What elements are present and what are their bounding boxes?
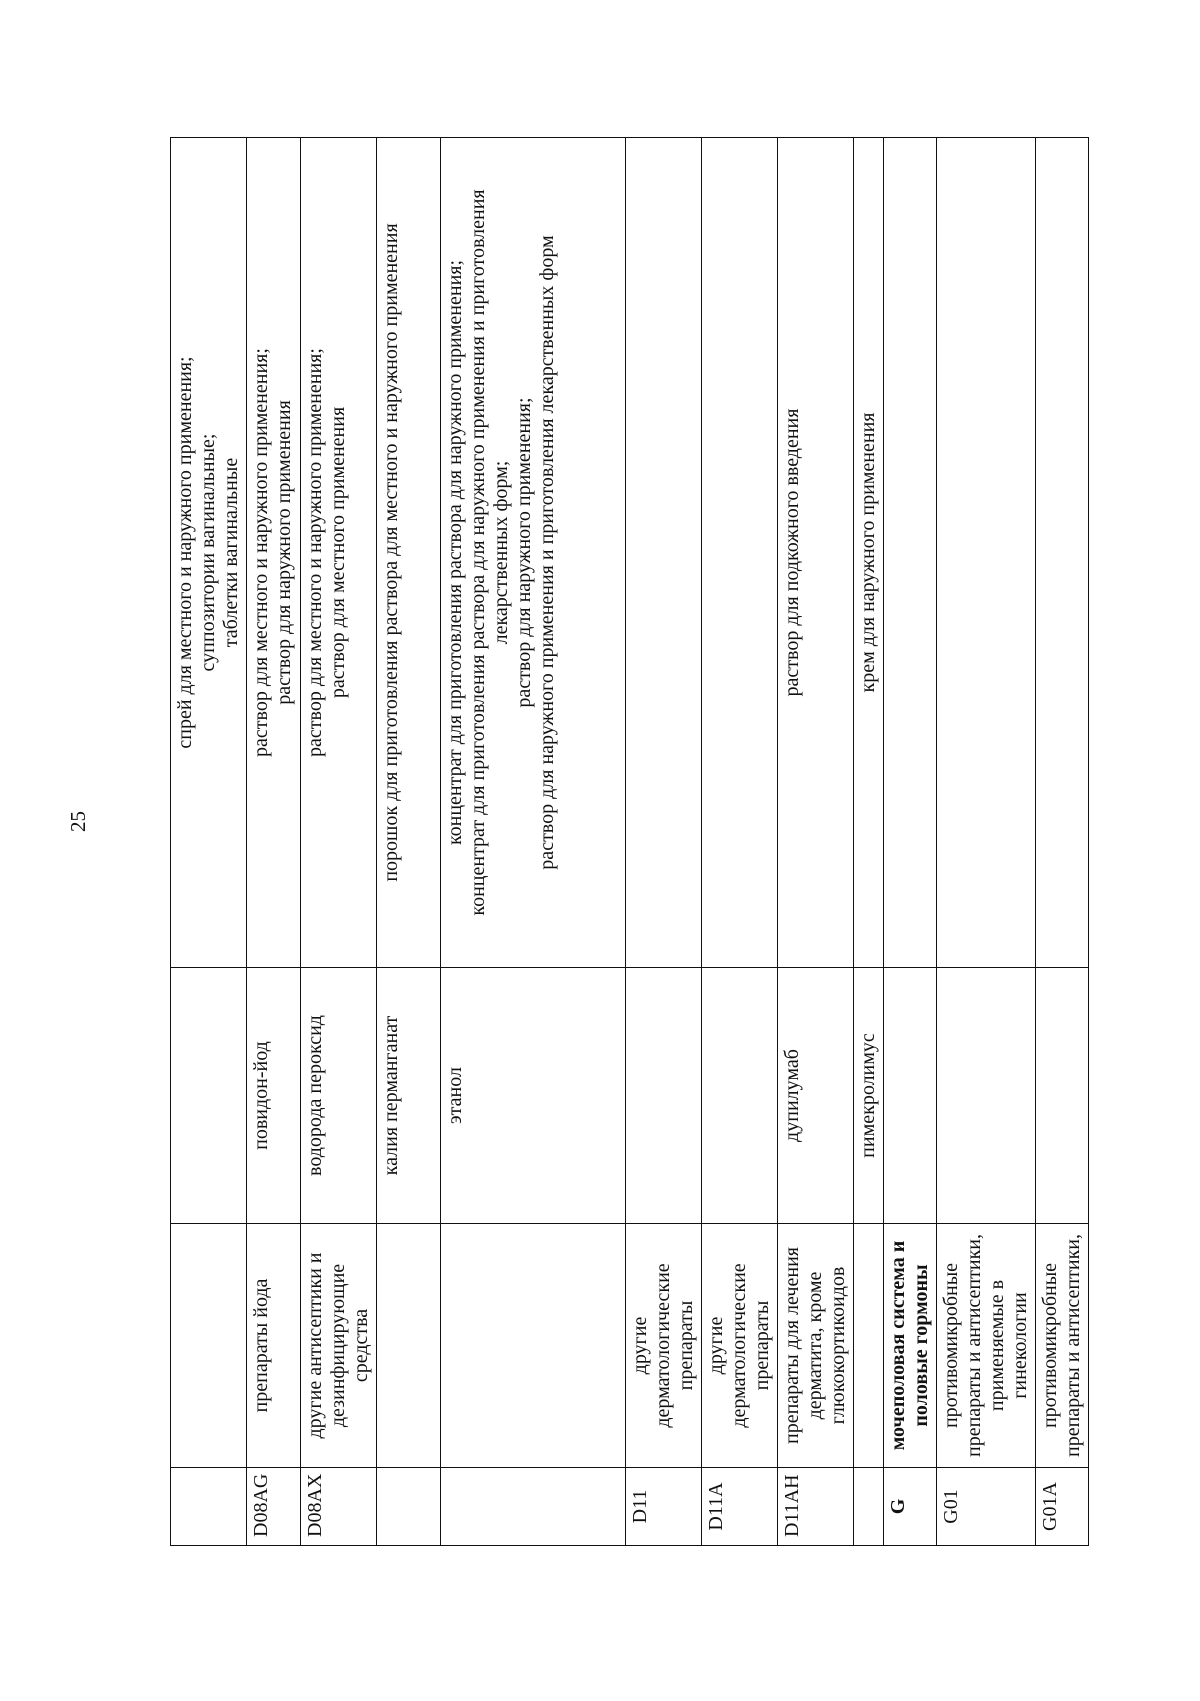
rotated-page <box>170 138 1084 1546</box>
form-line: раствор для подкожного введения <box>781 408 803 697</box>
form-line: раствор для наружного применения <box>273 400 295 705</box>
form-line: раствор для местного и наружного применения; <box>250 348 272 757</box>
form-line: раствор для местного применения <box>327 406 349 699</box>
cell-code: D11 <box>626 1468 702 1546</box>
cell-drug: калия перманганат <box>377 968 441 1224</box>
table-row <box>1036 138 1089 1546</box>
table-row <box>247 138 301 1546</box>
cell-drug <box>937 968 1036 1224</box>
cell-group: другие дерматологические препараты <box>626 1224 702 1468</box>
cell-form <box>377 138 441 968</box>
form-line: крем для наружного применения <box>857 412 879 693</box>
cell-form <box>626 138 702 968</box>
cell-group: мочеполовая система и половые гормоны <box>884 1224 937 1468</box>
cell-drug: повидон-йод <box>247 968 301 1224</box>
cell-group: другие антисептики и дезинфицирующие средства <box>301 1224 377 1468</box>
drug-table <box>170 137 1089 1546</box>
table-row <box>377 138 441 1546</box>
table-row <box>301 138 377 1546</box>
cell-code: G01 <box>937 1468 1036 1546</box>
form-line: концентрат для приготовления раствора для наружного применения; <box>444 259 466 846</box>
table-row <box>884 138 937 1546</box>
cell-code: D08AX <box>301 1468 377 1546</box>
cell-form <box>441 138 626 968</box>
cell-code <box>377 1468 441 1546</box>
form-line: раствор для наружного применения и приготовления лекарственных форм <box>536 235 558 870</box>
form-line: суппозитории вагинальные; <box>197 433 219 672</box>
cell-drug <box>171 968 247 1224</box>
cell-group: препараты для лечения дерматита, кроме глюкокортикоидов <box>778 1224 854 1468</box>
cell-group <box>441 1224 626 1468</box>
page-number: 25 <box>66 811 90 832</box>
cell-drug <box>626 968 702 1224</box>
cell-code <box>171 1468 247 1546</box>
cell-code: D11A <box>702 1468 778 1546</box>
table-row <box>441 138 626 1546</box>
form-line: спрей для местного и наружного применения; <box>174 356 196 749</box>
form-line: таблетки вагинальные <box>220 457 242 648</box>
cell-group: противомикробные препараты и антисептики, применяемые в гинекологии <box>937 1224 1036 1468</box>
cell-drug <box>884 968 937 1224</box>
table-row <box>626 138 702 1546</box>
cell-form <box>247 138 301 968</box>
cell-drug: этанол <box>441 968 626 1224</box>
cell-drug <box>1036 968 1089 1224</box>
cell-drug <box>702 968 778 1224</box>
table-row <box>171 138 247 1546</box>
cell-form <box>778 138 854 968</box>
cell-code: D11AH <box>778 1468 854 1546</box>
form-line: раствор для наружного применения; <box>513 397 535 708</box>
cell-form <box>884 138 937 968</box>
cell-code <box>854 1468 884 1546</box>
cell-form <box>301 138 377 968</box>
form-line: раствор для местного и наружного применения; <box>304 348 326 757</box>
cell-drug: водорода пероксид <box>301 968 377 1224</box>
cell-form <box>937 138 1036 968</box>
cell-group <box>171 1224 247 1468</box>
cell-group <box>854 1224 884 1468</box>
cell-form <box>854 138 884 968</box>
cell-form <box>1036 138 1089 968</box>
cell-code: G01A <box>1036 1468 1089 1546</box>
table-row <box>702 138 778 1546</box>
cell-group: противомикробные препараты и антисептики, <box>1036 1224 1089 1468</box>
cell-group: препараты йода <box>247 1224 301 1468</box>
cell-form <box>702 138 778 968</box>
cell-drug: пимекролимус <box>854 968 884 1224</box>
cell-code: D08AG <box>247 1468 301 1546</box>
table-row <box>854 138 884 1546</box>
table-row <box>937 138 1036 1546</box>
cell-code <box>441 1468 626 1546</box>
cell-group <box>377 1224 441 1468</box>
cell-group: другие дерматологические препараты <box>702 1224 778 1468</box>
cell-drug: дупилумаб <box>778 968 854 1224</box>
cell-form <box>171 138 247 968</box>
cell-code: G <box>884 1468 937 1546</box>
form-line: концентрат для приготовления раствора для наружного применения и приготовления лекарственных форм; <box>467 189 512 916</box>
table-row <box>778 138 854 1546</box>
form-line: порошок для приготовления раствора для местного и наружного применения <box>380 223 402 882</box>
